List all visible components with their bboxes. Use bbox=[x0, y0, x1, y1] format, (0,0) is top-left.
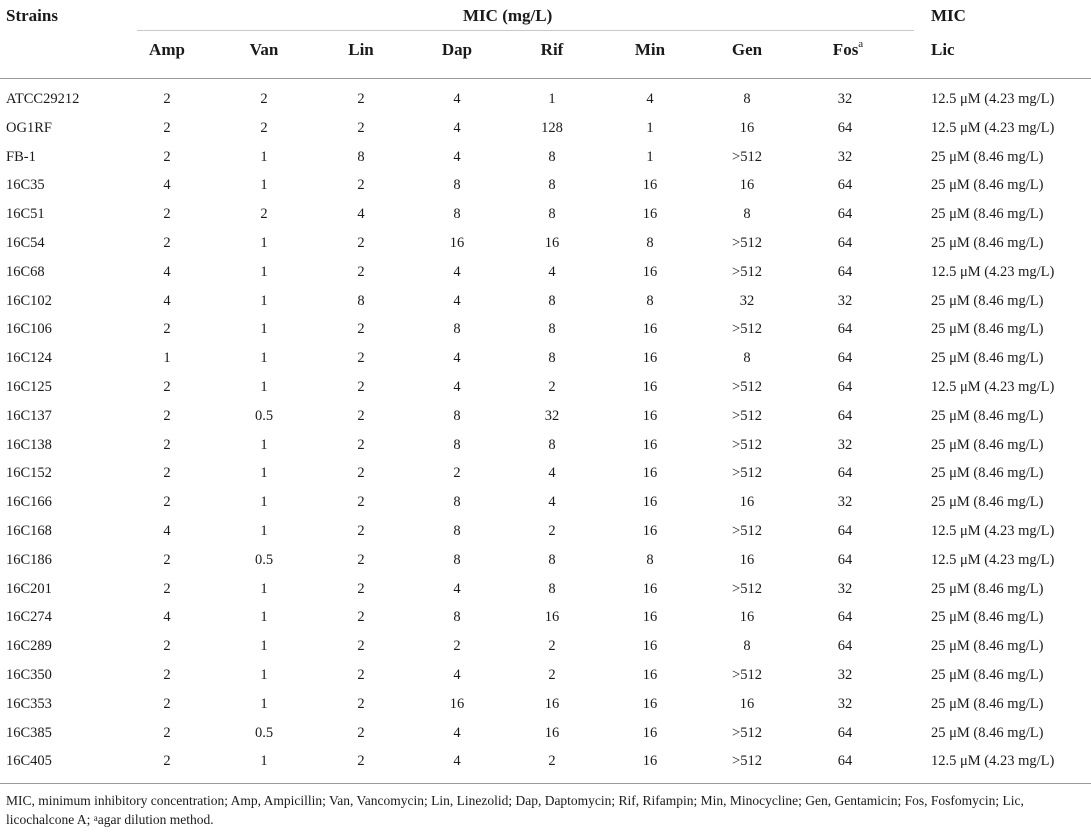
cell-strain: 16C353 bbox=[6, 695, 52, 712]
cell-van: 1 bbox=[260, 321, 268, 338]
cell-amp: 2 bbox=[163, 119, 171, 136]
cell-lic: 12.5 μM (4.23 mg/L) bbox=[931, 263, 1055, 280]
cell-gen: >512 bbox=[732, 234, 762, 251]
cell-lic: 25 μM (8.46 mg/L) bbox=[931, 436, 1044, 453]
col-header-lic: Lic bbox=[931, 40, 955, 59]
cell-fos: 64 bbox=[837, 234, 853, 251]
cell-fos: 64 bbox=[837, 206, 853, 223]
cell-strain: 16C137 bbox=[6, 407, 52, 424]
cell-dap: 8 bbox=[453, 407, 461, 424]
cell-lin: 2 bbox=[357, 263, 365, 280]
cell-fos: 64 bbox=[837, 522, 853, 539]
cell-min: 16 bbox=[642, 177, 658, 194]
cell-dap: 4 bbox=[453, 148, 461, 165]
table-row bbox=[0, 576, 1091, 605]
cell-amp: 4 bbox=[163, 263, 171, 280]
cell-van: 1 bbox=[260, 609, 268, 626]
cell-rif: 16 bbox=[544, 234, 560, 251]
table-row bbox=[0, 460, 1091, 489]
cell-van: 1 bbox=[260, 177, 268, 194]
cell-van: 0.5 bbox=[254, 407, 274, 424]
table-body bbox=[0, 86, 1091, 777]
table-row bbox=[0, 720, 1091, 749]
table-row bbox=[0, 518, 1091, 547]
cell-strain: 16C201 bbox=[6, 580, 52, 597]
cell-fos: 64 bbox=[837, 609, 853, 626]
cell-fos: 64 bbox=[837, 350, 853, 367]
cell-lin: 2 bbox=[357, 666, 365, 683]
cell-strain: 16C68 bbox=[6, 263, 45, 280]
cell-lin: 2 bbox=[357, 638, 365, 655]
cell-gen: 8 bbox=[743, 638, 751, 655]
cell-dap: 4 bbox=[453, 580, 461, 597]
cell-amp: 4 bbox=[163, 177, 171, 194]
cell-lin: 4 bbox=[357, 206, 365, 223]
cell-gen: 16 bbox=[739, 494, 755, 511]
cell-lic: 12.5 μM (4.23 mg/L) bbox=[931, 91, 1055, 107]
cell-fos: 32 bbox=[837, 494, 853, 511]
table-row bbox=[0, 345, 1091, 374]
cell-fos: 64 bbox=[837, 407, 853, 424]
table-row bbox=[0, 432, 1091, 461]
cell-rif: 16 bbox=[544, 724, 560, 741]
cell-dap: 4 bbox=[453, 350, 461, 367]
cell-gen: 16 bbox=[739, 551, 755, 568]
cell-gen: >512 bbox=[732, 580, 762, 597]
cell-fos: 32 bbox=[837, 695, 853, 712]
cell-lin: 2 bbox=[357, 522, 365, 539]
cell-rif: 2 bbox=[548, 666, 556, 683]
table-row bbox=[0, 144, 1091, 173]
cell-rif: 8 bbox=[548, 350, 556, 367]
cell-min: 16 bbox=[642, 436, 658, 453]
footnote-superscript: a bbox=[93, 813, 98, 823]
cell-gen: 8 bbox=[743, 206, 751, 223]
cell-min: 16 bbox=[642, 609, 658, 626]
cell-lic: 25 μM (8.46 mg/L) bbox=[931, 321, 1044, 338]
cell-lic: 25 μM (8.46 mg/L) bbox=[931, 465, 1044, 482]
cell-gen: 16 bbox=[739, 609, 755, 626]
col-header-amp: Amp bbox=[149, 40, 185, 59]
cell-van: 1 bbox=[260, 494, 268, 511]
cell-min: 16 bbox=[642, 666, 658, 683]
cell-strain: 16C106 bbox=[6, 321, 52, 338]
cell-min: 16 bbox=[642, 695, 658, 712]
cell-lic: 25 μM (8.46 mg/L) bbox=[931, 234, 1044, 251]
cell-fos: 64 bbox=[837, 724, 853, 741]
table-row bbox=[0, 691, 1091, 720]
cell-lic: 12.5 μM (4.23 mg/L) bbox=[931, 119, 1055, 136]
cell-min: 8 bbox=[646, 292, 654, 309]
cell-amp: 2 bbox=[163, 91, 171, 107]
cell-min: 16 bbox=[642, 321, 658, 338]
fos-superscript: a bbox=[858, 38, 864, 50]
cell-lic: 12.5 μM (4.23 mg/L) bbox=[931, 378, 1055, 395]
cell-gen: 16 bbox=[739, 177, 755, 194]
col-header-fos-label: Fos bbox=[832, 40, 859, 59]
footnote-line-1: MIC, minimum inhibitory concentration; Amp, Ampicillin; Van, Vancomycin; Lin, Linezolid; Dap, Daptomycin; Rif, Rifampin; Min, Minocycline; Gen, Gentamicin; Fos, Fosfomycin; Lic, bbox=[6, 793, 1024, 808]
cell-lic: 25 μM (8.46 mg/L) bbox=[931, 580, 1044, 597]
footnote-line-2-suffix: agar dilution method. bbox=[97, 812, 214, 827]
cell-dap: 8 bbox=[453, 551, 461, 568]
cell-dap: 8 bbox=[453, 321, 461, 338]
cell-lic: 25 μM (8.46 mg/L) bbox=[931, 350, 1044, 367]
cell-fos: 64 bbox=[837, 753, 853, 770]
table-row bbox=[0, 748, 1091, 777]
cell-dap: 8 bbox=[453, 177, 461, 194]
cell-strain: 16C166 bbox=[6, 494, 52, 511]
col-header-dap: Dap bbox=[441, 40, 473, 59]
cell-rif: 8 bbox=[548, 206, 556, 223]
cell-dap: 16 bbox=[449, 695, 465, 712]
cell-dap: 4 bbox=[453, 378, 461, 395]
cell-lic: 12.5 μM (4.23 mg/L) bbox=[931, 522, 1055, 539]
strains-header: Strains bbox=[6, 6, 58, 25]
table-row bbox=[0, 201, 1091, 230]
cell-lin: 2 bbox=[357, 551, 365, 568]
cell-dap: 4 bbox=[453, 666, 461, 683]
cell-fos: 32 bbox=[837, 292, 853, 309]
cell-strain: ATCC29212 bbox=[6, 91, 80, 107]
cell-rif: 4 bbox=[548, 465, 556, 482]
cell-amp: 2 bbox=[163, 321, 171, 338]
cell-rif: 2 bbox=[548, 378, 556, 395]
cell-dap: 4 bbox=[453, 91, 461, 107]
cell-rif: 2 bbox=[548, 522, 556, 539]
cell-van: 1 bbox=[260, 638, 268, 655]
cell-strain: 16C124 bbox=[6, 350, 52, 367]
cell-gen: >512 bbox=[732, 465, 762, 482]
cell-fos: 32 bbox=[837, 148, 853, 165]
cell-lin: 2 bbox=[357, 321, 365, 338]
table-row bbox=[0, 86, 1091, 115]
cell-amp: 2 bbox=[163, 753, 171, 770]
cell-dap: 8 bbox=[453, 609, 461, 626]
cell-dap: 4 bbox=[453, 119, 461, 136]
cell-lin: 2 bbox=[357, 436, 365, 453]
cell-strain: 16C168 bbox=[6, 522, 52, 539]
cell-rif: 4 bbox=[548, 263, 556, 280]
cell-gen: 16 bbox=[739, 119, 755, 136]
mic-right-header: MIC bbox=[931, 6, 966, 25]
cell-min: 16 bbox=[642, 206, 658, 223]
cell-gen: >512 bbox=[732, 321, 762, 338]
cell-lic: 25 μM (8.46 mg/L) bbox=[931, 206, 1044, 223]
cell-lin: 2 bbox=[357, 465, 365, 482]
cell-lin: 8 bbox=[357, 292, 365, 309]
table-row bbox=[0, 374, 1091, 403]
col-header-min: Min bbox=[634, 40, 666, 59]
cell-min: 1 bbox=[646, 119, 654, 136]
cell-rif: 16 bbox=[544, 695, 560, 712]
cell-lin: 2 bbox=[357, 494, 365, 511]
cell-min: 16 bbox=[642, 407, 658, 424]
cell-lin: 8 bbox=[357, 148, 365, 165]
cell-amp: 2 bbox=[163, 148, 171, 165]
cell-rif: 8 bbox=[548, 436, 556, 453]
cell-lin: 2 bbox=[357, 407, 365, 424]
cell-gen: 16 bbox=[739, 695, 755, 712]
table-row bbox=[0, 115, 1091, 144]
cell-dap: 4 bbox=[453, 753, 461, 770]
table-row bbox=[0, 288, 1091, 317]
cell-gen: >512 bbox=[732, 378, 762, 395]
cell-min: 16 bbox=[642, 522, 658, 539]
table-row bbox=[0, 633, 1091, 662]
cell-fos: 32 bbox=[837, 91, 853, 107]
cell-dap: 2 bbox=[453, 465, 461, 482]
cell-min: 16 bbox=[642, 753, 658, 770]
cell-amp: 2 bbox=[163, 695, 171, 712]
cell-dap: 16 bbox=[449, 234, 465, 251]
cell-amp: 4 bbox=[163, 522, 171, 539]
cell-van: 0.5 bbox=[254, 724, 274, 741]
col-header-van: Van bbox=[249, 40, 279, 59]
cell-amp: 2 bbox=[163, 638, 171, 655]
cell-amp: 4 bbox=[163, 609, 171, 626]
cell-fos: 64 bbox=[837, 263, 853, 280]
cell-fos: 32 bbox=[837, 436, 853, 453]
cell-rif: 2 bbox=[548, 638, 556, 655]
cell-amp: 2 bbox=[163, 378, 171, 395]
cell-lic: 25 μM (8.46 mg/L) bbox=[931, 177, 1044, 194]
cell-van: 1 bbox=[260, 695, 268, 712]
cell-gen: >512 bbox=[732, 522, 762, 539]
cell-strain: 16C125 bbox=[6, 378, 52, 395]
cell-amp: 4 bbox=[163, 292, 171, 309]
cell-lic: 12.5 μM (4.23 mg/L) bbox=[931, 753, 1055, 770]
cell-van: 1 bbox=[260, 378, 268, 395]
cell-lic: 25 μM (8.46 mg/L) bbox=[931, 638, 1044, 655]
cell-lin: 2 bbox=[357, 695, 365, 712]
cell-strain: FB-1 bbox=[6, 148, 36, 165]
cell-van: 1 bbox=[260, 234, 268, 251]
cell-strain: 16C289 bbox=[6, 638, 52, 655]
cell-lin: 2 bbox=[357, 724, 365, 741]
cell-lic: 25 μM (8.46 mg/L) bbox=[931, 724, 1044, 741]
cell-lin: 2 bbox=[357, 753, 365, 770]
cell-van: 1 bbox=[260, 436, 268, 453]
cell-van: 1 bbox=[260, 350, 268, 367]
cell-min: 16 bbox=[642, 724, 658, 741]
cell-min: 16 bbox=[642, 580, 658, 597]
cell-dap: 8 bbox=[453, 494, 461, 511]
cell-van: 2 bbox=[260, 119, 268, 136]
cell-lin: 2 bbox=[357, 119, 365, 136]
cell-lic: 25 μM (8.46 mg/L) bbox=[931, 292, 1044, 309]
cell-van: 2 bbox=[260, 91, 268, 107]
cell-dap: 4 bbox=[453, 263, 461, 280]
header-bottom-rule bbox=[0, 78, 1091, 79]
cell-strain: 16C35 bbox=[6, 177, 45, 194]
cell-rif: 8 bbox=[548, 148, 556, 165]
cell-lin: 2 bbox=[357, 350, 365, 367]
cell-amp: 2 bbox=[163, 724, 171, 741]
cell-lic: 12.5 μM (4.23 mg/L) bbox=[931, 551, 1055, 568]
cell-lic: 25 μM (8.46 mg/L) bbox=[931, 609, 1044, 626]
table-bottom-rule bbox=[0, 783, 1091, 784]
cell-rif: 16 bbox=[544, 609, 560, 626]
cell-amp: 2 bbox=[163, 465, 171, 482]
cell-fos: 64 bbox=[837, 378, 853, 395]
cell-fos: 64 bbox=[837, 551, 853, 568]
table-row bbox=[0, 662, 1091, 691]
cell-strain: 16C186 bbox=[6, 551, 52, 568]
cell-rif: 1 bbox=[548, 91, 556, 107]
table-row bbox=[0, 230, 1091, 259]
cell-dap: 4 bbox=[453, 292, 461, 309]
table-row bbox=[0, 547, 1091, 576]
cell-lic: 25 μM (8.46 mg/L) bbox=[931, 407, 1044, 424]
cell-dap: 8 bbox=[453, 522, 461, 539]
mic-group-rule bbox=[137, 30, 914, 31]
cell-fos: 32 bbox=[837, 580, 853, 597]
cell-fos: 64 bbox=[837, 321, 853, 338]
cell-lin: 2 bbox=[357, 177, 365, 194]
table-row bbox=[0, 489, 1091, 518]
col-header-lin: Lin bbox=[348, 40, 374, 59]
table-row bbox=[0, 316, 1091, 345]
cell-strain: OG1RF bbox=[6, 119, 52, 136]
cell-min: 16 bbox=[642, 263, 658, 280]
cell-gen: >512 bbox=[732, 666, 762, 683]
cell-van: 1 bbox=[260, 753, 268, 770]
cell-van: 2 bbox=[260, 206, 268, 223]
cell-rif: 8 bbox=[548, 177, 556, 194]
cell-dap: 2 bbox=[453, 638, 461, 655]
cell-rif: 8 bbox=[548, 292, 556, 309]
cell-gen: >512 bbox=[732, 724, 762, 741]
cell-gen: >512 bbox=[732, 436, 762, 453]
cell-min: 16 bbox=[642, 350, 658, 367]
cell-van: 1 bbox=[260, 292, 268, 309]
cell-rif: 4 bbox=[548, 494, 556, 511]
cell-fos: 64 bbox=[837, 177, 853, 194]
cell-rif: 2 bbox=[548, 753, 556, 770]
cell-strain: 16C350 bbox=[6, 666, 52, 683]
cell-lic: 25 μM (8.46 mg/L) bbox=[931, 695, 1044, 712]
cell-gen: >512 bbox=[732, 407, 762, 424]
cell-min: 1 bbox=[646, 148, 654, 165]
cell-gen: 8 bbox=[743, 350, 751, 367]
mic-group-header: MIC (mg/L) bbox=[463, 6, 553, 25]
col-header-gen: Gen bbox=[731, 40, 763, 59]
cell-strain: 16C274 bbox=[6, 609, 52, 626]
cell-van: 1 bbox=[260, 666, 268, 683]
cell-lic: 25 μM (8.46 mg/L) bbox=[931, 666, 1044, 683]
cell-min: 8 bbox=[646, 551, 654, 568]
cell-amp: 2 bbox=[163, 494, 171, 511]
cell-strain: 16C51 bbox=[6, 206, 45, 223]
cell-fos: 32 bbox=[837, 666, 853, 683]
cell-rif: 128 bbox=[541, 119, 563, 136]
footnote-line-2 bbox=[6, 810, 1086, 829]
cell-min: 4 bbox=[646, 91, 654, 107]
cell-lic: 25 μM (8.46 mg/L) bbox=[931, 494, 1044, 511]
cell-van: 1 bbox=[260, 580, 268, 597]
cell-lin: 2 bbox=[357, 91, 365, 107]
cell-dap: 8 bbox=[453, 436, 461, 453]
cell-van: 1 bbox=[260, 148, 268, 165]
cell-strain: 16C405 bbox=[6, 753, 52, 770]
table-row bbox=[0, 604, 1091, 633]
cell-min: 8 bbox=[646, 234, 654, 251]
cell-fos: 64 bbox=[837, 119, 853, 136]
cell-amp: 2 bbox=[163, 234, 171, 251]
cell-van: 0.5 bbox=[254, 551, 274, 568]
cell-gen: 32 bbox=[739, 292, 755, 309]
cell-min: 16 bbox=[642, 378, 658, 395]
cell-amp: 1 bbox=[163, 350, 171, 367]
cell-lin: 2 bbox=[357, 580, 365, 597]
cell-lin: 2 bbox=[357, 234, 365, 251]
cell-amp: 2 bbox=[163, 580, 171, 597]
table-row bbox=[0, 172, 1091, 201]
cell-amp: 2 bbox=[163, 436, 171, 453]
cell-fos: 64 bbox=[837, 465, 853, 482]
cell-min: 16 bbox=[642, 465, 658, 482]
cell-min: 16 bbox=[642, 638, 658, 655]
cell-amp: 2 bbox=[163, 551, 171, 568]
cell-lic: 25 μM (8.46 mg/L) bbox=[931, 148, 1044, 165]
table-row bbox=[0, 259, 1091, 288]
cell-fos: 64 bbox=[837, 638, 853, 655]
cell-gen: >512 bbox=[732, 263, 762, 280]
cell-amp: 2 bbox=[163, 666, 171, 683]
cell-gen: >512 bbox=[732, 148, 762, 165]
cell-gen: 8 bbox=[743, 91, 751, 107]
cell-min: 16 bbox=[642, 494, 658, 511]
footnote-line-2-prefix: licochalcone A; bbox=[6, 812, 94, 827]
cell-amp: 2 bbox=[163, 206, 171, 223]
cell-dap: 4 bbox=[453, 724, 461, 741]
table-row bbox=[0, 403, 1091, 432]
cell-strain: 16C385 bbox=[6, 724, 52, 741]
table-footnote bbox=[6, 791, 1086, 829]
cell-lin: 2 bbox=[357, 609, 365, 626]
cell-gen: >512 bbox=[732, 753, 762, 770]
cell-rif: 8 bbox=[548, 580, 556, 597]
cell-lin: 2 bbox=[357, 378, 365, 395]
col-header-rif: Rif bbox=[540, 40, 564, 59]
cell-van: 1 bbox=[260, 263, 268, 280]
cell-van: 1 bbox=[260, 465, 268, 482]
col-header-fos bbox=[833, 40, 863, 60]
table-header-columns-row bbox=[0, 32, 1091, 76]
cell-rif: 8 bbox=[548, 551, 556, 568]
cell-strain: 16C138 bbox=[6, 436, 52, 453]
cell-strain: 16C152 bbox=[6, 465, 52, 482]
cell-strain: 16C54 bbox=[6, 234, 45, 251]
cell-rif: 32 bbox=[544, 407, 560, 424]
cell-amp: 2 bbox=[163, 407, 171, 424]
cell-strain: 16C102 bbox=[6, 292, 52, 309]
cell-van: 1 bbox=[260, 522, 268, 539]
cell-dap: 8 bbox=[453, 206, 461, 223]
table-header-group-row bbox=[0, 0, 1091, 30]
cell-rif: 8 bbox=[548, 321, 556, 338]
